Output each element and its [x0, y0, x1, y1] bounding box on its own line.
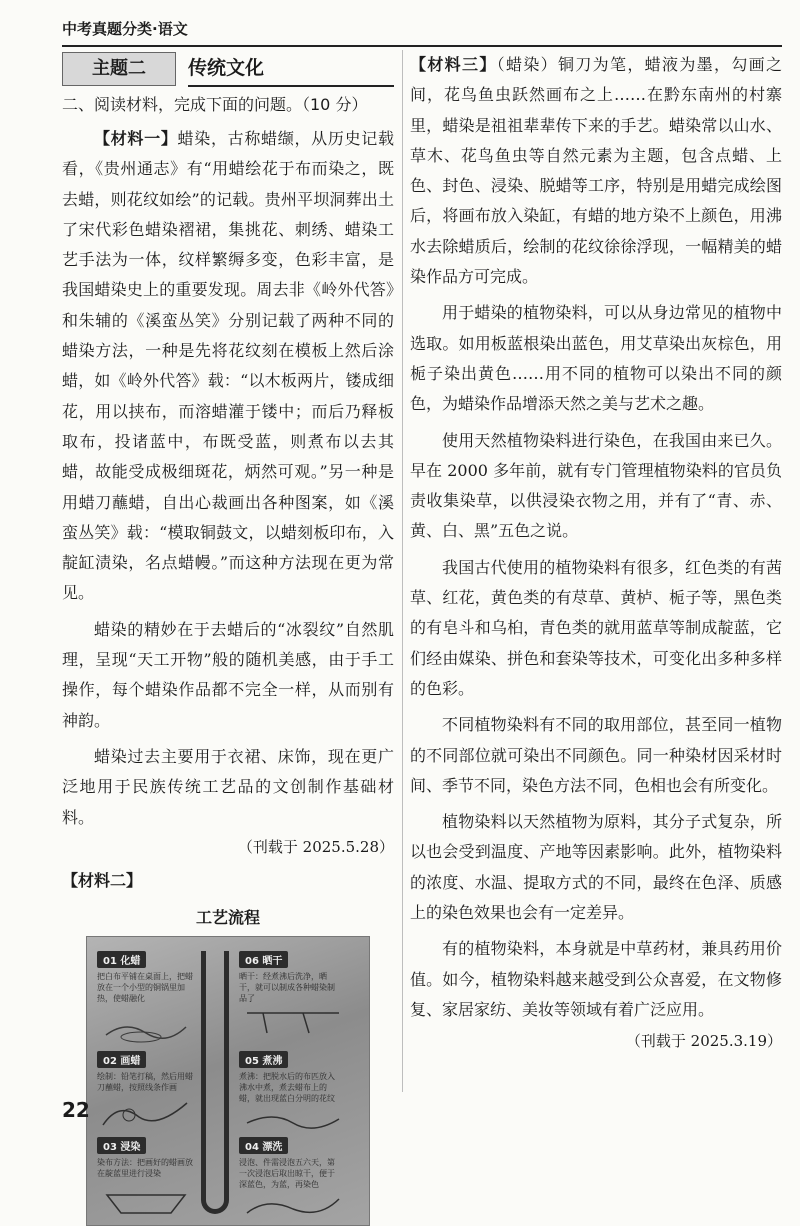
material3-paragraph-7: 有的植物染料，本身就是中草药材，兼具药用价值。如今，植物染料越来越受到公众喜爱，在文物修复、家居家纺、美妆等领域有着广泛应用。 — [410, 939, 782, 1019]
material1-paragraph-3: 蜡染过去主要用于衣裙、床饰，现在更广泛地用于民族传统工艺品的文创制作基础材料。 — [62, 746, 394, 827]
running-header: 中考真题分类·语文 — [62, 20, 188, 38]
wax-pot-illustration — [101, 1015, 191, 1045]
flow-step-06 — [239, 949, 339, 1004]
process-flow-image — [86, 936, 370, 1226]
topic-underline — [188, 85, 394, 87]
page-header — [62, 16, 782, 42]
drying-cloth-illustration — [243, 1007, 343, 1037]
material1-tag: 【材料一】 — [94, 129, 178, 148]
topic-banner — [62, 52, 394, 86]
flow-step-01 — [97, 949, 197, 1004]
flow-step-04-title: 04 漂洗 — [239, 1137, 288, 1154]
flow-step-06-desc: 晒干：经煮沸后洗净，晒干，就可以制成各种蜡染制品了 — [239, 971, 335, 1003]
flow-step-02 — [97, 1049, 197, 1093]
material3-paragraph-6: 植物染料以天然植物为原料，其分子式复杂，所以也会受到温度、产地等因素影响。此外，植物染料的浓度、水温、提取方式的不同，最终在色泽、质感上的染色效果也会有一定差异。 — [410, 812, 782, 923]
header-rule — [62, 45, 782, 47]
topic-label: 主题二 — [62, 52, 176, 86]
material1-text-1: 蜡染，古称蜡缬，从历史记载看，《贵州通志》有“用蜡绘花于布而染之，既去蜡，则花纹如绘”的记载。贵州平坝洞葬出土了宋代彩色蜡染褶裙，集挑花、刺绣、蜡染工艺手法为一体，纹样繁缛多变，色彩丰富，是我国蜡染史上的重要发现。周去非《岭外代答》和朱辅的《溪蛮丛笑》分别记载了两种不同的蜡染方法，一种是先将花纹刻在模板上然后涂蜡，如《岭外代答》载：“以木板两片，镂成细花，用以挟布，而溶蜡灌于镂中；而后乃释板取布，投诸蓝中，布既受蓝，则煮布以去其蜡，故能受成极细斑花，炳然可观。”另一种是用蜡刀蘸蜡，自出心裁画出各种图案，如《溪蛮丛笑》载：“模取铜鼓文，以蜡刻板印布，入靛缸渍染，名点蜡幔。”而这种方法现在更为常见。 — [62, 129, 394, 603]
material3-text-1: （蜡染）铜刀为笔，蜡液为墨，勾画之间，花鸟鱼虫跃然画布之上……在黔东南州的村寨里，蜡染是祖祖辈辈传下来的手艺。蜡染常以山水、草木、花鸟鱼虫等自然元素为主题，包含点蜡、上色、封色、浸染、脱蜡等工序，特别是用蜡完成绘图后，将画布放入染缸，有蜡的地方染不上颜色，用沸水去除蜡质后，绘制的花纹徐徐浮现，一幅精美的蜡染作品方可完成。 — [410, 55, 782, 287]
flow-step-04-desc: 浸泡、件需浸泡五六天，第一次浸泡后取出晾干，便于深蓝色，为蓝，再染色 — [239, 1157, 335, 1189]
flow-step-01-desc: 把白布平铺在桌面上，把蜡放在一个小型的铜锅里加热，使蜡融化 — [97, 971, 193, 1003]
topic-title: 传统文化 — [188, 57, 265, 79]
page-number: 22 — [62, 1098, 90, 1122]
right-column — [410, 50, 782, 1059]
material3-paragraph-1 — [410, 50, 782, 292]
material3-paragraph-2: 用于蜡染的植物染料，可以从身边常见的植物中选取。如用板蓝根染出蓝色，用艾草染出灰棕色，用栀子染出黄色……用不同的植物可以染出不同的颜色，为蜡染作品增添天然之美与艺术之趣。 — [410, 303, 782, 414]
flow-step-03-desc: 染布方法：把画好的蜡画放在靛蓝里进行浸染 — [97, 1157, 193, 1178]
flow-step-02-desc: 绘制：铅笔打稿，然后用蜡刀蘸蜡，按照线条作画 — [97, 1071, 193, 1092]
column-divider — [402, 50, 403, 1092]
flow-title: 工艺流程 — [195, 907, 260, 927]
flow-step-04 — [239, 1135, 339, 1190]
left-column — [62, 50, 394, 1226]
question-heading: 二、阅读材料，完成下面的问题。（10 分） — [62, 95, 368, 114]
flow-step-03-title: 03 浸染 — [97, 1137, 146, 1154]
flow-step-03 — [97, 1135, 197, 1179]
dye-vat-illustration — [101, 1187, 191, 1217]
material1-source: （刊载于 2025.5.28） — [237, 837, 394, 856]
flow-step-05-title: 05 煮沸 — [239, 1051, 288, 1068]
material3-paragraph-4: 我国古代使用的植物染料有很多，红色类的有茜草、红花，黄色类的有荩草、黄栌、栀子等，黑色类的有皂斗和乌桕，青色类的就用蓝草等制成靛蓝，它们经由媒染、拼色和套染等技术，可变化出多种多样的色彩。 — [410, 557, 782, 698]
material3-source: （刊载于 2025.3.19） — [625, 1032, 782, 1051]
material1-paragraph-1 — [62, 124, 394, 609]
material3-tag: 【材料三】 — [410, 55, 497, 74]
flow-step-06-title: 06 晒干 — [239, 951, 288, 968]
flow-step-02-title: 02 画蜡 — [97, 1051, 146, 1068]
flow-connector — [201, 951, 229, 1214]
material3-paragraph-3: 使用天然植物染料进行染色，在我国由来已久。早在 2000 多年前，就有专门管理植物染料的官员负责收集染草，以供浸染衣物之用，并有了“青、赤、黄、白、黑”五色之说。 — [410, 430, 782, 541]
boiling-pot-illustration — [243, 1109, 343, 1131]
flow-step-01-title: 01 化蜡 — [97, 951, 146, 968]
material1-paragraph-2: 蜡染的精妙在于去蜡后的“冰裂纹”自然肌理，呈现“天工开物”般的随机美感，由于手工操作，每个蜡染作品都不完全一样，从而别有神韵。 — [62, 619, 394, 730]
drawing-hand-illustration — [99, 1097, 191, 1131]
flow-step-05 — [239, 1049, 339, 1104]
material3-paragraph-5: 不同植物染料有不同的取用部位，甚至同一植物的不同部位就可染出不同颜色。同一种染材因采材时间、季节不同，染色方法不同，色相也会有所变化。 — [410, 715, 782, 795]
rinsing-illustration — [243, 1191, 343, 1219]
material2-tag: 【材料二】 — [62, 870, 143, 890]
flow-step-05-desc: 煮沸：把脱水后的布匹放入沸水中煮，煮去蜡布上的蜡，就出现蓝白分明的花纹 — [239, 1071, 335, 1103]
